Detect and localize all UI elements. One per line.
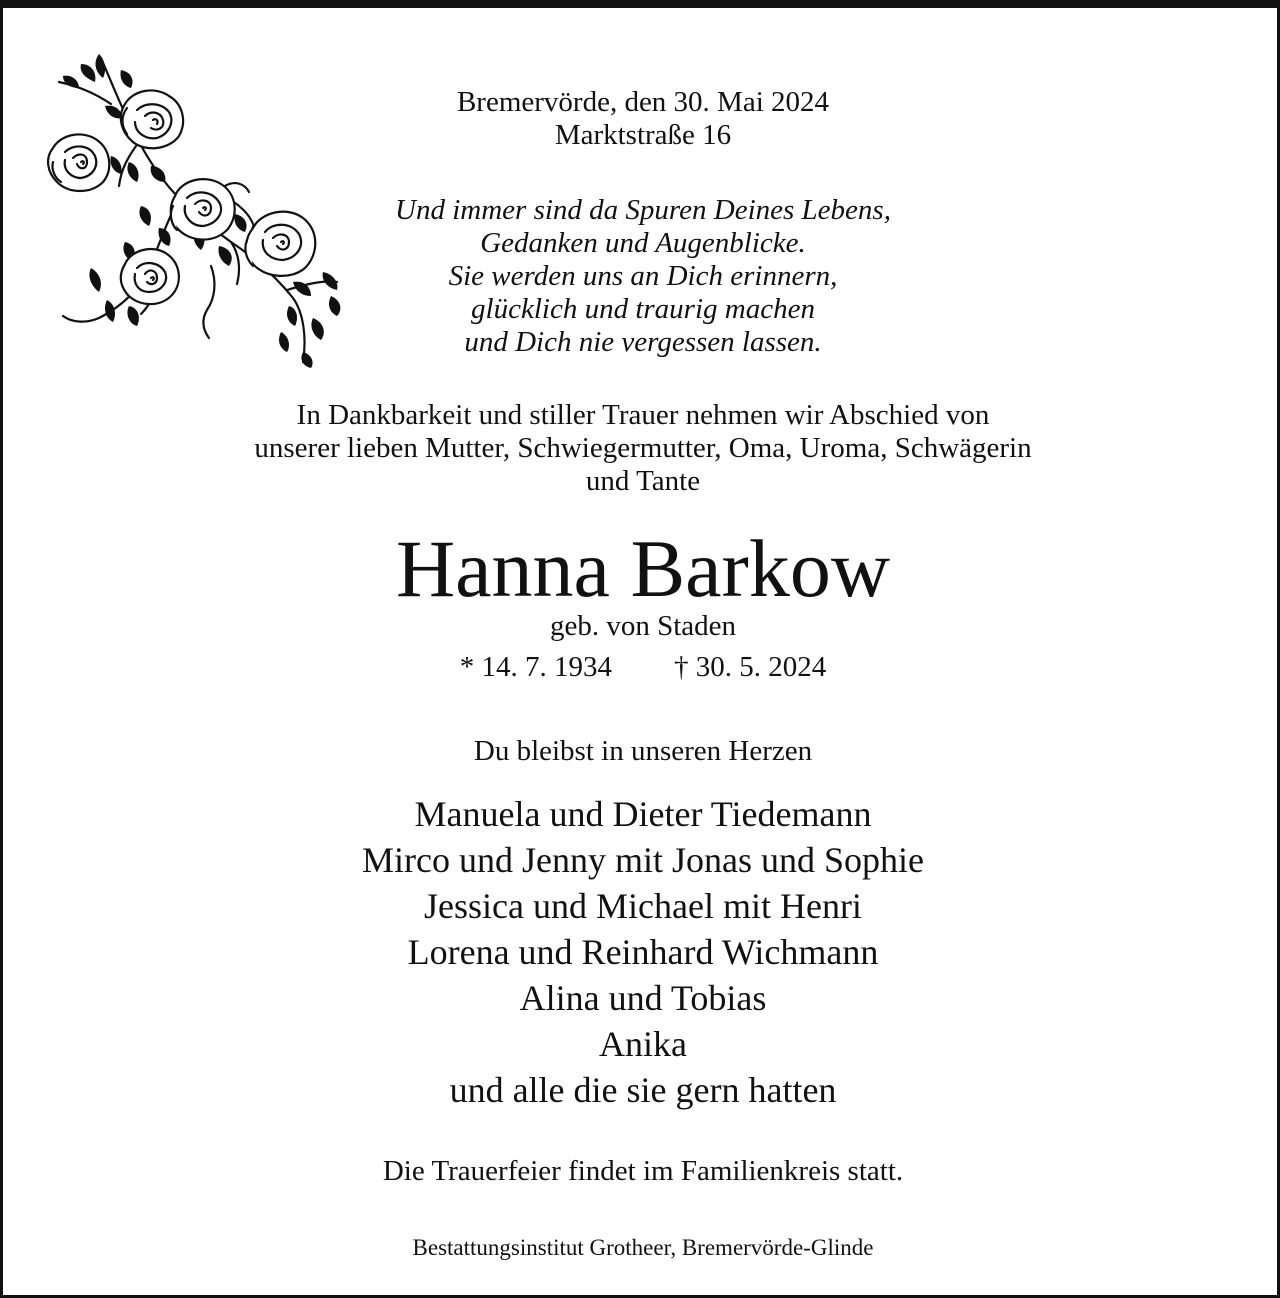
- remembrance-line: Du bleibst in unseren Herzen: [473, 735, 813, 767]
- poem-line: und Dich nie vergessen lassen.: [464, 326, 822, 358]
- list-item: Jessica und Michael mit Henri: [424, 886, 862, 926]
- intro-text: [143, 399, 1143, 498]
- poem-line: glücklich und traurig machen: [471, 293, 815, 325]
- undertaker: Bestattungsinstitut Grotheer, Bremervörde-Glinde: [412, 1235, 874, 1260]
- death-date: † 30. 5. 2024: [674, 651, 827, 683]
- list-item: und alle die sie gern hatten: [449, 1070, 837, 1110]
- intro-line: unserer lieben Mutter, Schwiegermutter, Oma, Uroma, Schwägerin: [254, 432, 1032, 464]
- funeral-note: Die Trauerfeier findet im Familienkreis statt.: [382, 1155, 904, 1187]
- poem: [243, 194, 1043, 359]
- list-item: Anika: [599, 1024, 687, 1064]
- poem-line: Gedanken und Augenblicke.: [480, 227, 806, 259]
- list-item: Manuela und Dieter Tiedemann: [414, 794, 872, 834]
- place-date: Bremervörde, den 30. Mai 2024: [456, 86, 830, 118]
- mourners-list: [143, 791, 1143, 1113]
- address: Marktstraße 16: [554, 119, 732, 151]
- list-item: Mirco und Jenny mit Jonas und Sophie: [362, 840, 924, 880]
- poem-line: Und immer sind da Spuren Deines Lebens,: [395, 194, 891, 226]
- list-item: Lorena und Reinhard Wichmann: [407, 932, 879, 972]
- life-dates: [3, 653, 1280, 682]
- list-item: Alina und Tobias: [519, 978, 767, 1018]
- intro-line: und Tante: [585, 465, 701, 497]
- intro-line: In Dankbarkeit und stiller Trauer nehmen wir Abschied von: [296, 399, 990, 431]
- birth-date: * 14. 7. 1934: [459, 651, 612, 683]
- maiden-name: geb. von Staden: [549, 610, 737, 642]
- poem-line: Sie werden uns an Dich erinnern,: [448, 260, 838, 292]
- deceased-name: Hanna Barkow: [395, 523, 891, 614]
